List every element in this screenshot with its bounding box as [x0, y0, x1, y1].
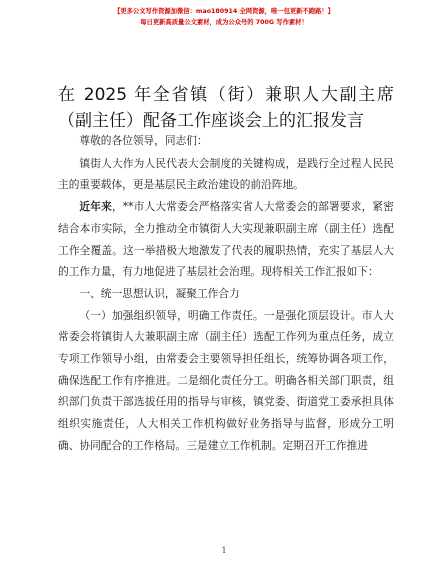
paragraph-intro: 镇街人大作为人民代表大会制度的关键构成，是践行全过程人民民主的重要载体，更是基层民主政治建设的前沿阵地。 — [58, 156, 394, 192]
paragraph-lead-phrase: 近年来 — [79, 200, 112, 214]
greeting: 尊敬的各位领导，同志们： — [79, 134, 208, 147]
document-body — [58, 130, 394, 457]
section-heading-1: 一、统一思想认识，凝聚工作合力 — [79, 286, 240, 300]
paragraph-recent-years — [58, 196, 394, 283]
promo-banner — [0, 6, 448, 28]
promo-banner-line-2: 每日更新高质量公文素材，成为公众号的 700G 写作素材！ — [140, 19, 308, 26]
document-title: 在 2025 年全省镇（街）兼职人大副主席（副主任）配备工作座谈会上的汇报发言 — [58, 85, 394, 131]
page-number: 1 — [221, 546, 227, 555]
paragraph-organization: （一）加强组织领导，明确工作责任。一是强化顶层设计。市人大常委会将镇街人大兼职副主席（副主任）选配工作列为重点任务，成立专项工作领导小组，由常委会主要领导担任组长，统筹协调各项工作，确保选配工作有序推进。二是细化责任分工。明确各相关部门职责，组织部门负责干部选拔任用的指导与审核，镇党委、街道党工委承担具体组织实施责任，人大相关工作机构做好业务指导与监督，形成分工明确、协同配合的工作格局。三是建立工作机制。定期召开工作推进 — [58, 308, 394, 452]
promo-banner-line-1: 【更多公文写作资源加微信：mao180914 全网资源，唯一包更新不跑路！】 — [114, 8, 334, 15]
paragraph-recent-years-text: ，**市人大常委会严格落实省人大常委会的部署要求，紧密结合本市实际，全力推动全市镇街人大实现兼职副主席（副主任）选配工作全覆盖。这一举措极大地激发了代表的履职热情，充实了基层人大的工作力量，有力地促进了基层社会治理。现将相关工作汇报如下： — [58, 200, 394, 279]
